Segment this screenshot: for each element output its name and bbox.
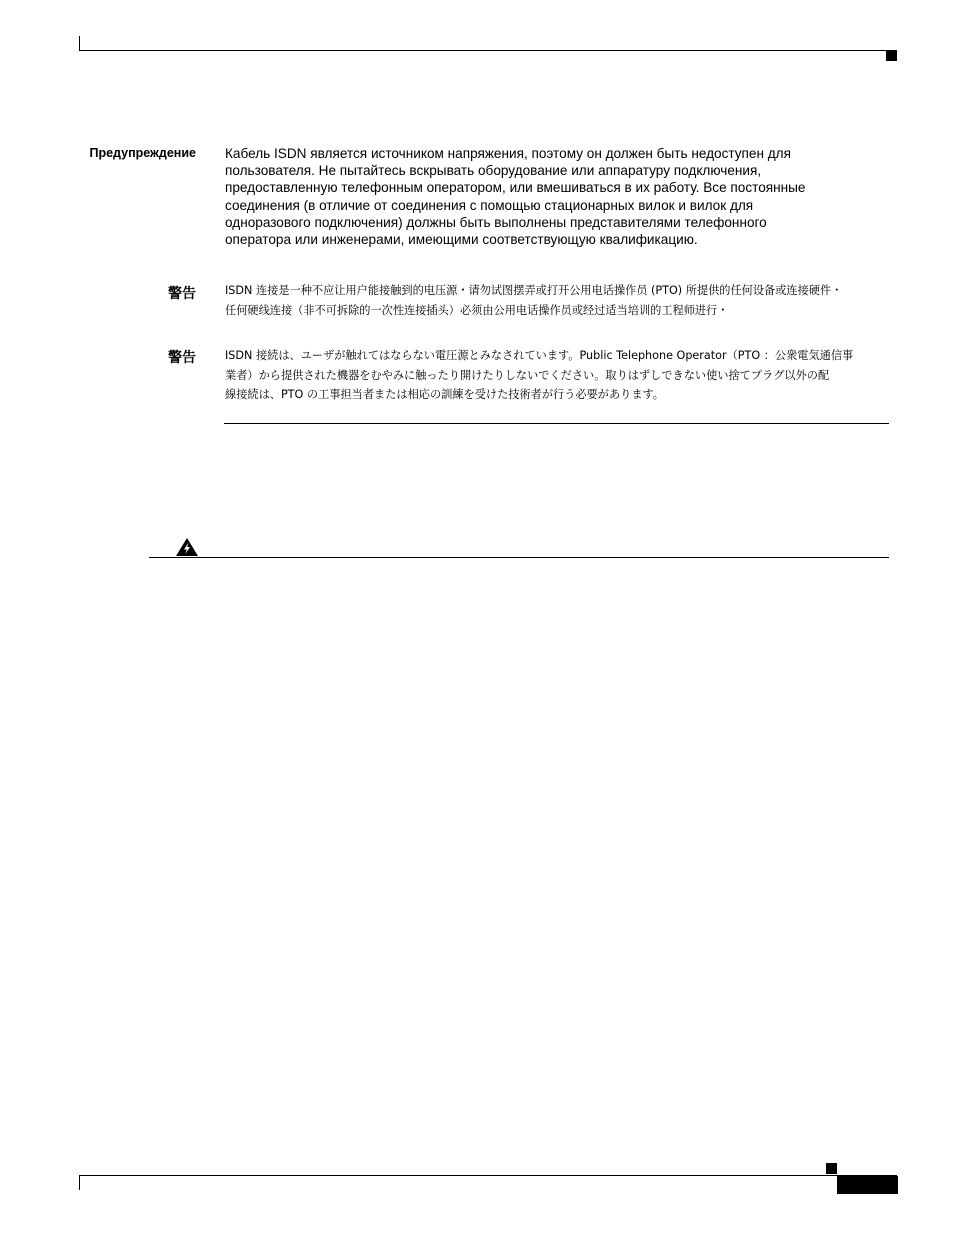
header-rule (79, 50, 897, 51)
header-corner-mark (886, 50, 897, 61)
footer-rule (79, 1175, 897, 1176)
footer-corner-mark (826, 1163, 837, 1174)
warning-triangle-icon (175, 537, 199, 557)
warning-text-russian: Кабель ISDN является источником напряжения, поэтому он должен быть недоступен для пользователя. Не пытайтесь вскрывать оборудование или аппаратуру подключения, предоставленную телефонным оператором, или вмешиваться в их работу. Все постоянные соединения (в отличие от соединения с помощью стационарных вилок и вилок для одноразового подключения) должны быть выполнены представителями телефонного оператора или инженерами, имеющими соответствующую квалификацию. (225, 146, 806, 248)
warning-label-russian: Предупреждение (89, 146, 196, 160)
warning-label-chinese: 警告 (168, 285, 196, 301)
warning-divider (149, 557, 889, 558)
warning-text-japanese: ISDN 接続は、ユーザが触れてはならない電圧源とみなされています。Public Telephone Operator（PTO ：公衆電気通信事 業者）から提供された機器をむやみに触ったり開けたりしないでください。取りはずしできない使い捨てプラグ以外の配 線接続は、PTO の工事担当者または相応の訓練を受けた技術者が行う必要があります。 (225, 349, 854, 401)
footer-corner-tick (79, 1175, 80, 1190)
section-divider (224, 423, 889, 424)
footer-page-tab (837, 1176, 898, 1194)
header-corner-tick (79, 36, 80, 51)
warning-text-chinese: ISDN 连接是一种不应让用户能接触到的电压源・请勿试图摆弄或打开公用电话操作员 (PTO) 所提供的任何设备或连接硬件・ 任何硬线连接（非不可拆除的一次性连接插头）必须由公用电话操作员或经过适当培训的工程师进行・ (225, 284, 843, 317)
warning-label-japanese: 警告 (168, 349, 196, 365)
